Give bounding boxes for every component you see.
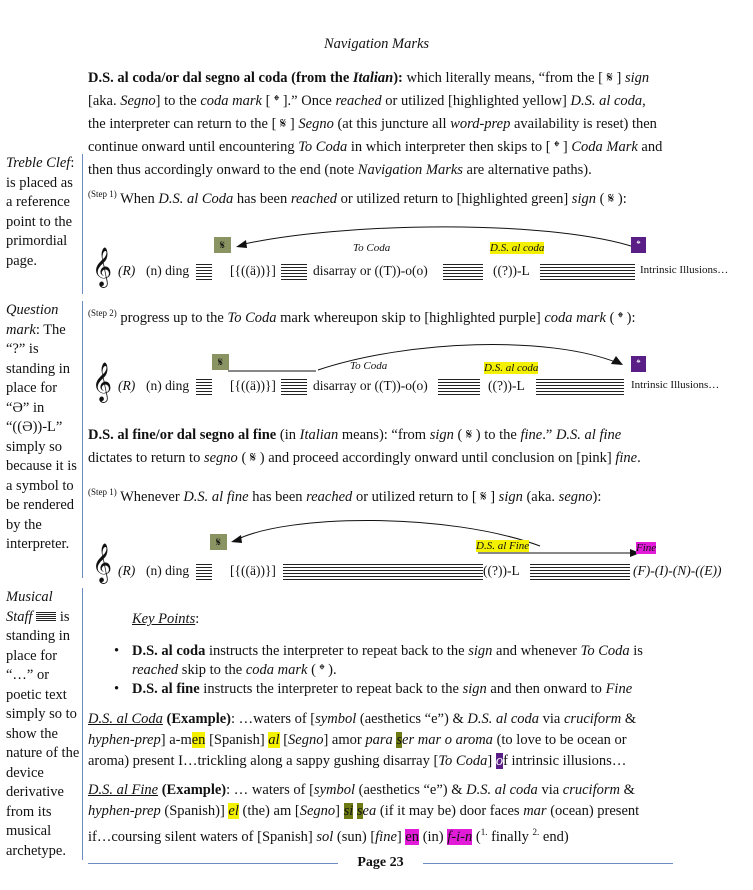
- page-header: Navigation Marks: [323, 36, 430, 52]
- staff-diagram-1: 𝄞 (R) (n) ding [{((ä))}] 𝄋 disarray or ((T))-o(o) To Coda ((?))-L D.S. al coda 𝄌 Intrinsic Illusions…: [88, 230, 748, 290]
- staff-diagram-2: 𝄞 (R) (n) ding [{((ä))}] 𝄋 disarray or ((T))-o(o) To Coda ((?))-L D.S. al coda 𝄌 Intrinsic Illusions…: [88, 345, 748, 405]
- segno-mark-1: 𝄋: [214, 237, 231, 253]
- treble-clef-icon: 𝄞: [92, 247, 113, 287]
- segno-mark-2: 𝄋: [212, 354, 229, 370]
- example-coda: D.S. al Coda (Example): …waters of [symbol (aesthetics “e”) & D.S. al coda via cruciform & hyphen-prep] a-men [Spanish] al [Segno] amor para ser mar o aroma (to love to be ocean or aroma) present I…trickling along a sappy gushing disarray [To Coda] of intrinsic illusions…: [88, 711, 637, 769]
- list-item: • D.S. al coda instructs the interpreter to repeat back to the sign and whenever To Coda is reached skip to the coda mark ( 𝄌 ).: [88, 642, 663, 680]
- return-arrow-1: [88, 230, 748, 290]
- sidenote-question-mark: Question mark: The “?” is standing in place for “Ə” in “((Ə))-L” simply so because it is a symbol to be rendered by the interpreter.: [0, 301, 83, 578]
- key-points-list: [88, 642, 663, 699]
- skip-arrow-2: [88, 345, 748, 405]
- page-footer: [88, 852, 673, 872]
- intro-heading: D.S. al coda/or dal segno al coda (from the Italian):: [88, 70, 403, 86]
- segno-mark-3: 𝄋: [210, 534, 227, 550]
- page-number: Page 23: [357, 855, 404, 870]
- example-fine: D.S. al Fine (Example): … waters of [symbol (aesthetics “e”) & D.S. al coda via cruciform & hyphen-prep (Spanish)] el (the) am [Segno] si sea (if it may be) door faces mar (ocean) present if…coursing silent waters of [Spanish] sol (sun) [fine] en (in) f-i-n ($^{1.}$ finally $^{2.}$ end): [88, 782, 640, 845]
- step1-line: $^{(Step 1)}$ When D.S. al Coda has been reached or utilized return to [highlighted green] sign ( 𝄋 ):: [88, 189, 627, 207]
- coda-mark-2: 𝄌: [631, 356, 646, 372]
- fine-paragraph: D.S. al fine/or dal segno al fine (in Italian means): “from sign ( 𝄋 ) to the fine.” D.S. al fine dictates to return to segno ( 𝄋 ) and proceed accordingly onward until conclusion on [pink] fine.: [88, 427, 641, 466]
- step2-line: $^{(Step 2)}$ progress up to the To Coda mark whereupon skip to [highlighted purple] coda mark ( 𝄌 ):: [88, 308, 636, 326]
- step3-line: $^{(Step 1)}$ Whenever D.S. al fine has been reached or utilized return to [ 𝄋 ] sign (aka. segno):: [88, 487, 602, 505]
- list-item: • D.S. al fine instructs the interpreter to repeat back to the sign and then onward to Fine: [88, 680, 663, 699]
- sidenote-musical-staff: Musical Staff is standing in place for “…” or poetic text simply so to show the nature of the device derivative from its musical archetype.: [0, 588, 83, 860]
- staff-diagram-3: 𝄞 (R) (n) ding [{((ä))}] 𝄋 D.S. al Fine ((?))-L Fine (F)-(I)-(N)-((E)): [88, 524, 748, 584]
- sidenote-treble-clef: Treble Clef: is placed as a reference point to the primordial page.: [0, 154, 83, 294]
- key-points-title: Key Points:: [132, 611, 200, 627]
- intro-paragraph: D.S. al coda/or dal segno al coda (from the Italian): which literally means, “from the [ 𝄋 ] sign [aka. Segno] to the coda mark [ 𝄌 ].” Once reached or utilized [highlighted yellow] D.S. al coda, the interpreter can return to the [ 𝄋 ] Segno (at this juncture all word-prep availability is reset) then continue onward until encountering To Coda in which interpreter then skips to [ 𝄌 ] Coda Mark and then thus accordingly onward to the end (note Navigation Marks are alternative paths).: [88, 70, 663, 178]
- coda-mark-1: 𝄌: [631, 237, 646, 253]
